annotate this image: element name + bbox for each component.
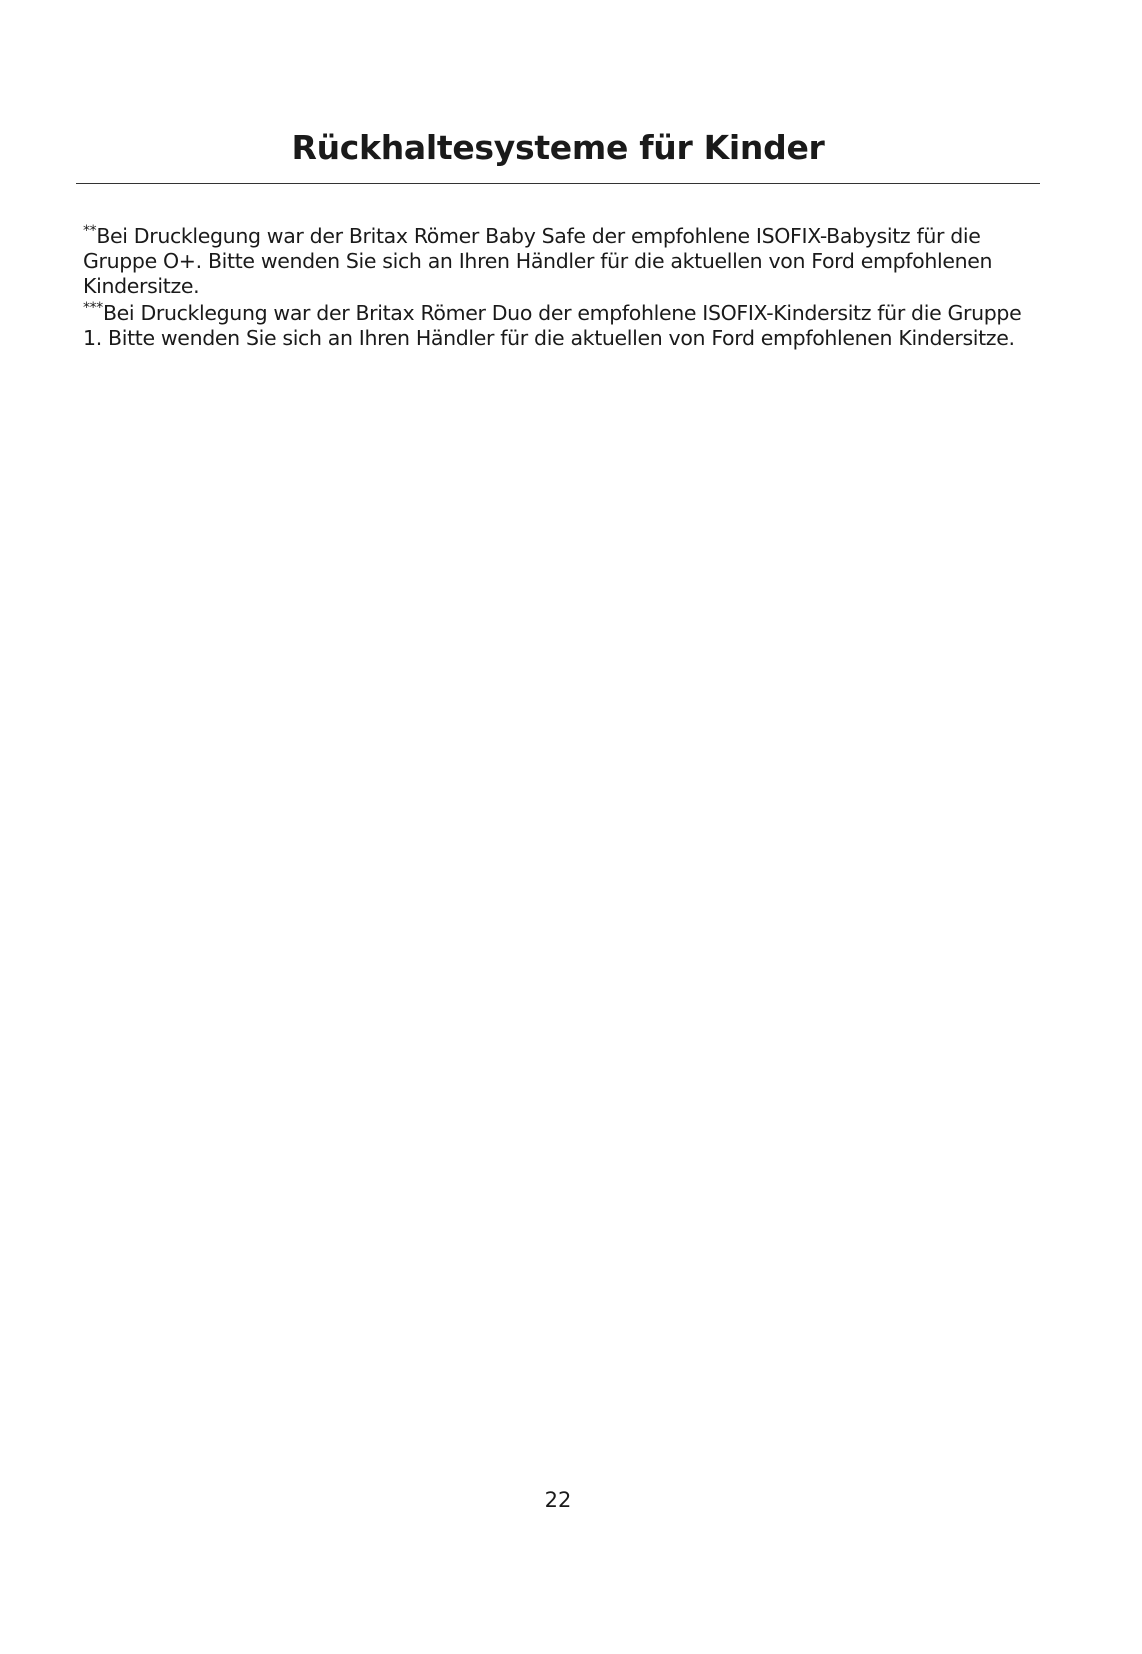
- page-number: 22: [544, 1488, 572, 1512]
- footnote-text: Bei Drucklegung war der Britax Römer Baby Safe der empfohlene ISOFIX-Babysitz für die Gruppe O+. Bitte wenden Sie sich an Ihren Händler für die aktuellen von Ford empfohlenen Kindersitze.: [83, 224, 993, 298]
- footnote-text: Bei Drucklegung war der Britax Römer Duo der empfohlene ISOFIX-Kindersitz für die Gruppe 1. Bitte wenden Sie sich an Ihren Händler für die aktuellen von Ford empfohlenen Kindersitze.: [83, 301, 1022, 350]
- footnote-duo: [83, 301, 1043, 351]
- page-title: Rückhaltesysteme für Kinder: [291, 128, 825, 167]
- footnote-list: [83, 224, 1043, 353]
- footnote-marker: ***: [83, 300, 103, 316]
- title-divider: [76, 183, 1040, 184]
- footnote-baby-safe: [83, 224, 1043, 299]
- footnote-marker: **: [83, 223, 97, 239]
